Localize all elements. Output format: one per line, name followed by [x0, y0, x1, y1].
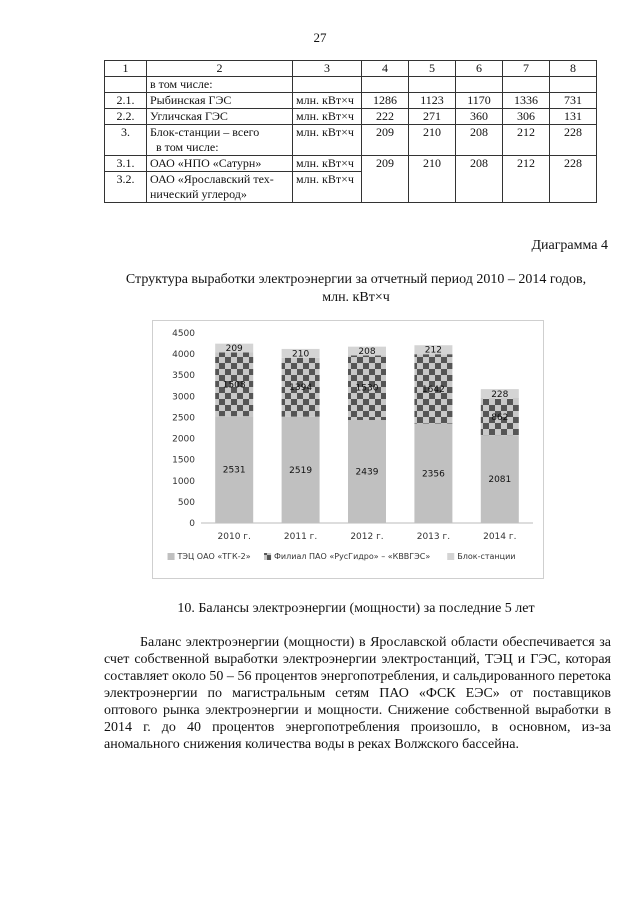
table-header-cell: 4	[362, 61, 409, 77]
y-tick-label: 1000	[172, 476, 195, 487]
row-name: в том числе:	[147, 77, 293, 93]
row-value: 306	[503, 109, 550, 125]
row-value: 228	[550, 125, 597, 156]
y-tick-label: 1500	[172, 455, 195, 466]
row-number: 3.	[105, 125, 147, 156]
table-row	[105, 156, 597, 172]
row-unit: млн. кВт×ч	[293, 172, 362, 203]
row-value: 210	[409, 156, 456, 203]
row-value: 1170	[456, 93, 503, 109]
y-tick-label: 0	[189, 519, 195, 529]
row-name: ОАО «НПО «Сатурн»	[147, 156, 293, 172]
legend-swatch	[447, 553, 454, 560]
y-tick-label: 3000	[172, 392, 195, 403]
data-label: 210	[292, 349, 310, 360]
row-number: 3.2.	[105, 172, 147, 203]
chart-frame	[152, 320, 544, 579]
row-value: 228	[550, 156, 597, 203]
row-value: 212	[503, 156, 550, 203]
diagram-label: Диаграмма 4	[531, 238, 608, 253]
data-label: 1530	[355, 383, 379, 394]
row-unit	[293, 77, 362, 93]
row-name: Угличская ГЭС	[147, 109, 293, 125]
row-value: 271	[409, 109, 456, 125]
data-label: 1642	[421, 384, 445, 395]
row-number: 2.1.	[105, 93, 147, 109]
row-value	[550, 77, 597, 93]
y-tick-label: 3500	[172, 371, 195, 382]
table-header-cell: 6	[456, 61, 503, 77]
y-tick-label: 2500	[172, 413, 195, 424]
table-header-cell: 8	[550, 61, 597, 77]
row-value: 209	[362, 156, 409, 203]
row-value: 222	[362, 109, 409, 125]
row-value: 210	[409, 125, 456, 156]
data-label: 1394	[289, 383, 313, 394]
row-name	[147, 172, 293, 203]
table-header-cell: 1	[105, 61, 147, 77]
row-value: 360	[456, 109, 503, 125]
table-row	[105, 77, 597, 93]
body-paragraph: Баланс электроэнергии (мощности) в Ярославской области обеспечивается за счет собственной выработки электроэнергии электростанций, ТЭЦ и ГЭС, которая составляет около 50 – 56 процентов энергопотребления, и сальдированного перетока электроэнергии по магистральным сетям ПАО «ФСК ЕЭС» от поставщиков оптового рынка электроэнергии и мощности. Снижение собственной выработки в 2014 г. до 40 процентов энергопотребления произошло, в основном, из-за аномального снижения количества воды в реках Волжского бассейна.	[104, 635, 611, 752]
row-unit: млн. кВт×ч	[293, 109, 362, 125]
row-value: 208	[456, 125, 503, 156]
x-tick-label: 2014 г.	[483, 532, 517, 542]
y-tick-label: 4500	[172, 329, 195, 339]
chart-title-line: Структура выработки электроэнергии за отчетный период 2010 – 2014 годов,	[125, 272, 587, 287]
row-value: 131	[550, 109, 597, 125]
section-heading: 10. Балансы электроэнергии (мощности) за последние 5 лет	[177, 601, 535, 616]
data-label: 209	[225, 344, 243, 355]
legend-swatch	[168, 553, 175, 560]
row-number: 2.2.	[105, 109, 147, 125]
row-name	[147, 125, 293, 156]
row-value: 1286	[362, 93, 409, 109]
chart-title-line: млн. кВт×ч	[322, 290, 390, 305]
y-tick-label: 500	[177, 497, 195, 508]
table-header-cell: 2	[147, 61, 293, 77]
row-value: 1123	[409, 93, 456, 109]
table-row	[105, 93, 597, 109]
legend-label: Блок-станции	[457, 552, 516, 561]
data-label: 2439	[355, 467, 379, 478]
legend-label: Филиал ПАО «РусГидро» – «КВВГЭС»	[274, 552, 431, 561]
row-name-line: ОАО «Ярославский тех-	[150, 172, 274, 186]
row-value: 1336	[503, 93, 550, 109]
x-tick-label: 2010 г.	[217, 532, 251, 542]
data-label: 228	[491, 389, 509, 400]
row-number	[105, 77, 147, 93]
table-header-cell: 5	[409, 61, 456, 77]
row-name-line: в том числе:	[156, 140, 219, 154]
table-row	[105, 109, 597, 125]
row-unit: млн. кВт×ч	[293, 156, 362, 172]
stacked-bar-chart	[153, 321, 543, 578]
data-label: 862	[491, 412, 509, 423]
data-label: 212	[424, 345, 442, 356]
row-unit: млн. кВт×ч	[293, 93, 362, 109]
y-tick-label: 4000	[172, 350, 195, 361]
table-row	[105, 125, 597, 156]
data-label: 2519	[289, 465, 313, 476]
row-value: 208	[456, 156, 503, 203]
row-name-line: Блок-станции – всего	[150, 125, 260, 139]
y-tick-label: 2000	[172, 434, 195, 445]
data-label: 1508	[222, 380, 246, 391]
x-tick-label: 2013 г.	[416, 532, 451, 542]
legend-swatch	[264, 553, 271, 560]
data-label: 208	[358, 347, 376, 358]
table-header-cell: 3	[293, 61, 362, 77]
row-name: Рыбинская ГЭС	[147, 93, 293, 109]
row-value: 212	[503, 125, 550, 156]
table-header-cell: 7	[503, 61, 550, 77]
legend-label: ТЭЦ ОАО «ТГК-2»	[177, 552, 251, 561]
row-unit: млн. кВт×ч	[293, 125, 362, 156]
data-label: 2081	[488, 475, 512, 486]
row-value	[503, 77, 550, 93]
page-number: 27	[313, 30, 327, 45]
row-number: 3.1.	[105, 156, 147, 172]
table-header-row	[105, 61, 597, 77]
data-label: 2356	[421, 469, 445, 480]
row-value: 731	[550, 93, 597, 109]
chart-title	[104, 271, 608, 307]
row-value	[362, 77, 409, 93]
row-value	[409, 77, 456, 93]
x-tick-label: 2011 г.	[283, 532, 318, 542]
row-value: 209	[362, 125, 409, 156]
row-name-line: нический углерод»	[150, 187, 247, 201]
row-value	[456, 77, 503, 93]
x-tick-label: 2012 г.	[350, 532, 384, 542]
data-label: 2531	[222, 465, 246, 476]
generation-table	[104, 60, 597, 203]
